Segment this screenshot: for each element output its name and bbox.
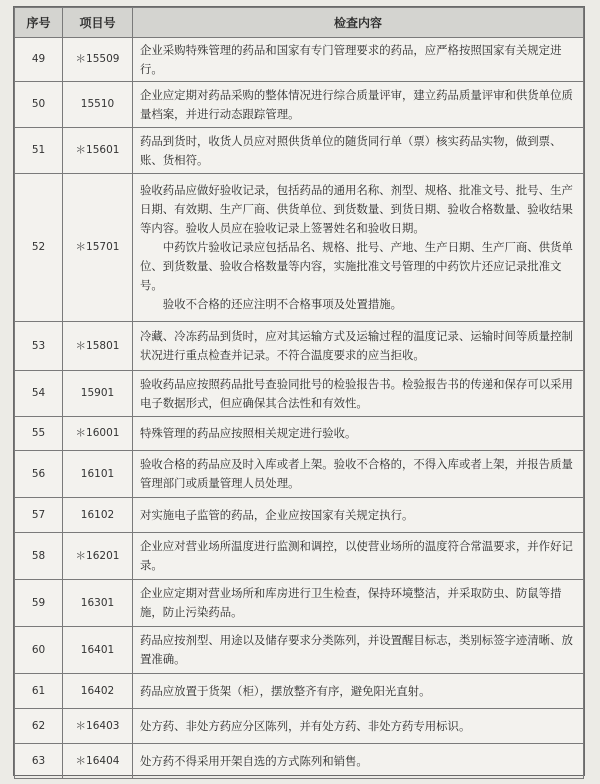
table-row [15,128,584,174]
row-item-code: ＊16403 [63,709,133,744]
row-content [133,744,584,779]
row-item-code: ＊16404 [63,744,133,779]
header-code: 项目号 [63,8,133,38]
content-paragraph: 验收合格的药品应及时入库或者上架。验收不合格的，不得入库或者上架，并报告质量管理部门或质量管理人员处理。 [140,457,573,490]
row-seq: 49 [15,38,63,82]
content-paragraph: 处方药不得采用开架自选的方式陈列和销售。 [140,753,368,768]
row-seq: 52 [15,174,63,322]
table-row [15,709,584,744]
row-content [133,709,584,744]
content-paragraph: 企业应定期对营业场所和库房进行卫生检查，保持环境整洁，并采取防虫、防鼠等措施，防止污染药品。 [140,586,562,619]
row-seq: 58 [15,533,63,580]
header-seq: 序号 [15,8,63,38]
content-paragraph: 企业应对营业场所温度进行监测和调控，以使营业场所的温度符合常温要求，并作好记录。 [140,539,573,572]
content-paragraph: 企业采购特殊管理的药品和国家有专门管理要求的药品，应严格按照国家有关规定进行。 [140,42,562,76]
row-content [133,627,584,674]
content-paragraph: 对实施电子监管的药品，企业应按国家有关规定执行。 [140,507,414,522]
row-item-code: ＊15701 [63,174,133,322]
header-content: 检查内容 [133,8,584,38]
row-seq: 53 [15,322,63,371]
row-content [133,451,584,498]
row-seq: 62 [15,709,63,744]
row-content [133,674,584,709]
table-row [15,38,584,82]
row-seq: 60 [15,627,63,674]
row-seq: 50 [15,82,63,128]
row-item-code: 16102 [63,498,133,533]
inspection-table-page [13,6,585,776]
row-item-code: 16101 [63,451,133,498]
table-row [15,674,584,709]
row-content [133,371,584,417]
row-content [133,174,584,322]
content-paragraph: 药品到货时，收货人员应对照供货单位的随货同行单（票）核实药品实物，做到票、账、货相符。 [140,133,562,167]
table-row [15,498,584,533]
row-item-code: ＊16201 [63,533,133,580]
row-item-code: 16301 [63,580,133,627]
row-content [133,322,584,371]
row-seq: 59 [15,580,63,627]
row-content [133,498,584,533]
row-item-code: 15901 [63,371,133,417]
row-item-code: 16401 [63,627,133,674]
table-row [15,580,584,627]
row-content [133,533,584,580]
row-seq: 56 [15,451,63,498]
table-row [15,417,584,451]
row-seq: 57 [15,498,63,533]
inspection-table [14,7,584,779]
content-paragraph: 特殊管理的药品应按照相关规定进行验收。 [140,426,357,440]
row-seq: 54 [15,371,63,417]
row-seq: 51 [15,128,63,174]
row-content [133,417,584,451]
content-paragraph: 企业应定期对药品采购的整体情况进行综合质量评审，建立药品质量评审和供货单位质量档案，并进行动态跟踪管理。 [140,87,573,121]
table-row [15,174,584,322]
row-content [133,580,584,627]
content-paragraph: 验收不合格的还应注明不合格事项及处置措施。 [162,297,403,311]
row-item-code: ＊15509 [63,38,133,82]
content-paragraph: 药品应放置于货架（柜），摆放整齐有序，避免阳光直射。 [140,683,431,698]
table-row [15,371,584,417]
table-row [15,322,584,371]
content-paragraph: 冷藏、冷冻药品到货时，应对其运输方式及运输过程的温度记录、运输时间等质量控制状况进行重点检查并记录。不符合温度要求的应当拒收。 [140,329,573,362]
content-paragraph: 药品应按剂型、用途以及储存要求分类陈列，并设置醒目标志，类别标签字迹清晰、放置准确。 [140,633,573,666]
row-content [133,82,584,128]
table-row [15,82,584,128]
row-content [133,128,584,174]
row-content [133,38,584,82]
content-paragraph: 处方药、非处方药应分区陈列，并有处方药、非处方药专用标识。 [140,718,471,733]
table-row [15,451,584,498]
table-row [15,744,584,779]
row-item-code: ＊16001 [63,417,133,451]
row-item-code: 15510 [63,82,133,128]
table-row [15,627,584,674]
table-body [15,38,584,779]
table-header-row [15,8,584,38]
content-paragraph: 验收药品应做好验收记录，包括药品的通用名称、剂型、规格、批准文号、批号、生产日期、有效期、生产厂商、供货单位、到货数量、到货日期、验收合格数量、验收结果等内容。验收人员应在验收记录上签署姓名和验收日期。 [140,183,573,235]
row-seq: 61 [15,674,63,709]
row-item-code: 16402 [63,674,133,709]
row-seq: 63 [15,744,63,779]
table-row [15,533,584,580]
content-paragraph: 验收药品应按照药品批号查验同批号的检验报告书。检验报告书的传递和保存可以采用电子数据形式，但应确保其合法性和有效性。 [140,376,573,410]
row-seq: 55 [15,417,63,451]
content-paragraph: 中药饮片验收记录应包括品名、规格、批号、产地、生产日期、生产厂商、供货单位、到货数量、验收合格数量等内容，实施批准文号管理的中药饮片还应记录批准文号。 [140,240,573,292]
row-item-code: ＊15601 [63,128,133,174]
row-item-code: ＊15801 [63,322,133,371]
